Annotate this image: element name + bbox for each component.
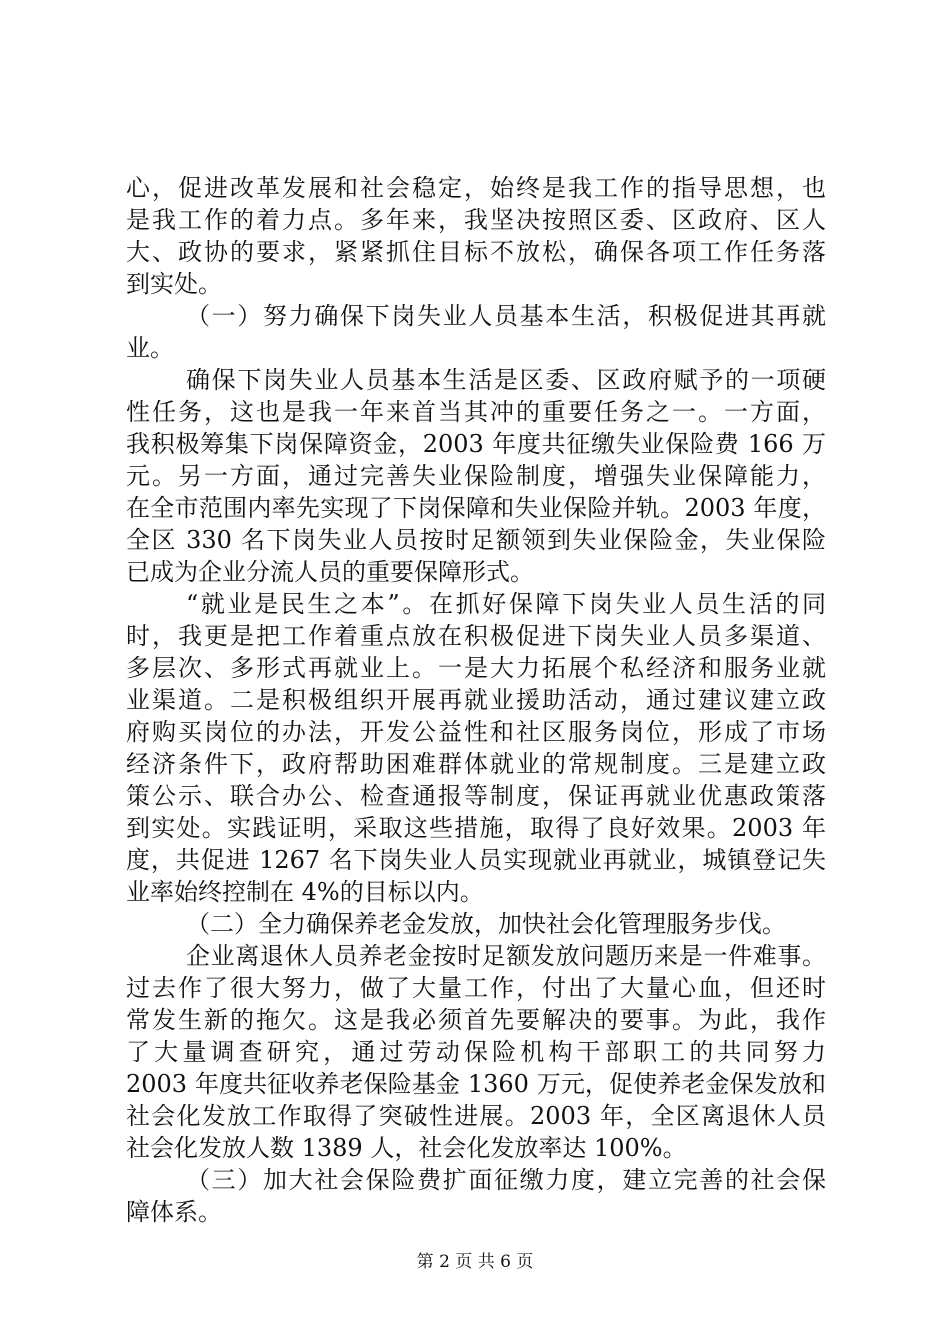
paragraph-start: 企业离退休人员养老金按时足额发放问题历来是一件难事。: [186, 942, 826, 970]
text-line: 到实处。: [126, 270, 222, 298]
text-line: 经济条件下，政府帮助困难群体就业的常规制度。三是建立政: [126, 750, 826, 778]
section-heading-1: （一）努力确保下岗失业人员基本生活，积极促进其再就: [186, 302, 826, 330]
text-line: 社会化发放人数 1389 人，社会化发放率达 100%。: [126, 1134, 687, 1162]
section-heading-3: （三）加大社会保险费扩面征缴力度，建立完善的社会保: [186, 1166, 826, 1194]
text-line: 已成为企业分流人员的重要保障形式。: [126, 558, 534, 586]
text-line: 元。另一方面，通过完善失业保险制度，增强失业保障能力，: [126, 462, 826, 490]
text-line: 在全市范围内率先实现了下岗保障和失业保险并轨。2003 年度，: [126, 494, 826, 522]
text-line: 我积极筹集下岗保障资金，2003 年度共征缴失业保险费 166 万: [126, 430, 826, 458]
text-line: 度，共促进 1267 名下岗失业人员实现就业再就业，城镇登记失: [126, 846, 826, 874]
text-line: 策公示、联合办公、检查通报等制度，保证再就业优惠政策落: [126, 782, 826, 810]
text-line: 是我工作的着力点。多年来，我坚决按照区委、区政府、区人: [126, 206, 826, 234]
page-footer: 第 2 页 共 6 页: [416, 1252, 534, 1272]
text-line: 业渠道。二是积极组织开展再就业援助活动，通过建议建立政: [126, 686, 826, 714]
text-line: 过去作了很大努力，做了大量工作，付出了大量心血，但还时: [126, 974, 826, 1002]
text-line: 常发生新的拖欠。这是我必须首先要解决的要事。为此，我作: [126, 1006, 826, 1034]
text-line: 多层次、多形式再就业上。一是大力拓展个私经济和服务业就: [126, 654, 826, 682]
text-line: 心，促进改革发展和社会稳定，始终是我工作的指导思想，也: [126, 174, 826, 202]
paragraph-start: “就业是民生之本”。在抓好保障下岗失业人员生活的同: [186, 590, 826, 618]
text-line: 社会化发放工作取得了突破性进展。2003 年，全区离退休人员: [126, 1102, 826, 1130]
text-line: 障体系。: [126, 1198, 222, 1226]
text-line: 2003 年度共征收养老保险基金 1360 万元，促使养老金保发放和: [126, 1070, 826, 1098]
text-line: 时，我更是把工作着重点放在积极促进下岗失业人员多渠道、: [126, 622, 826, 650]
text-line: 业。: [126, 334, 174, 362]
section-heading-2: （二）全力确保养老金发放，加快社会化管理服务步伐。: [186, 910, 786, 938]
text-line: 大、政协的要求，紧紧抓住目标不放松，确保各项工作任务落: [126, 238, 826, 266]
text-line: 到实处。实践证明，采取这些措施，取得了良好效果。2003 年: [126, 814, 826, 842]
text-line: 全区 330 名下岗失业人员按时足额领到失业保险金，失业保险: [126, 526, 826, 554]
paragraph-start: 确保下岗失业人员基本生活是区委、区政府赋予的一项硬: [186, 366, 826, 394]
text-line: 了大量调查研究，通过劳动保险机构干部职工的共同努力: [126, 1038, 826, 1066]
text-line: 业率始终控制在 4%的目标以内。: [126, 878, 484, 906]
text-line: 府购买岗位的办法，开发公益性和社区服务岗位，形成了市场: [126, 718, 826, 746]
text-line: 性任务，这也是我一年来首当其冲的重要任务之一。一方面，: [126, 398, 826, 426]
